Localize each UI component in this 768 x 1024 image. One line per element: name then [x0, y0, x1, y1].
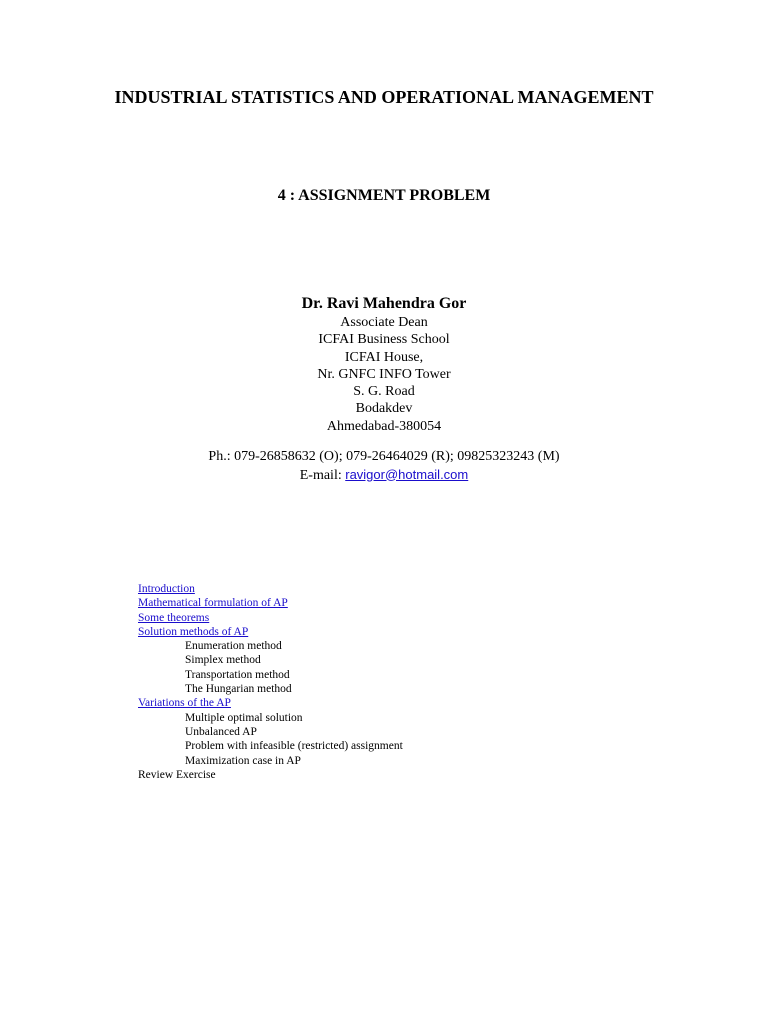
- toc-item-infeasible-assignment: Problem with infeasible (restricted) assignment: [185, 740, 403, 753]
- phone-line: Ph.: 079-26858632 (O); 079-26464029 (R); 09825323243 (M): [208, 449, 560, 464]
- author-name: Dr. Ravi Mahendra Gor: [301, 295, 467, 312]
- toc-item-multiple-optimal-solution: Multiple optimal solution: [185, 711, 303, 724]
- email-line: [0, 466, 768, 485]
- address-landmark: Nr. GNFC INFO Tower: [317, 366, 451, 382]
- address-road: S. G. Road: [353, 384, 415, 400]
- toc-link-some-theorems[interactable]: Some theorems: [138, 611, 210, 624]
- document-title: INDUSTRIAL STATISTICS AND OPERATIONAL MANAGEMENT: [114, 87, 654, 107]
- toc-item-maximization-case: Maximization case in AP: [185, 754, 301, 767]
- toc-link-solution-methods[interactable]: Solution methods of AP: [138, 625, 249, 638]
- address-locality: Bodakdev: [355, 401, 413, 417]
- table-of-contents: [138, 582, 558, 782]
- email-link[interactable]: ravigor@hotmail.com: [345, 466, 469, 482]
- toc-item-unbalanced-ap: Unbalanced AP: [185, 725, 257, 738]
- author-position: Associate Dean: [340, 315, 428, 330]
- contact-block: [0, 448, 768, 484]
- email-label: E-mail:: [299, 467, 346, 483]
- toc-item-transportation-method: Transportation method: [185, 668, 290, 681]
- toc-item-review-exercise: Review Exercise: [138, 768, 216, 781]
- chapter-title: 4 : ASSIGNMENT PROBLEM: [277, 187, 491, 204]
- toc-link-variations-of-ap[interactable]: Variations of the AP: [138, 697, 231, 710]
- address-city: Ahmedabad-380054: [326, 418, 442, 434]
- toc-item-simplex-method: Simplex method: [185, 654, 261, 667]
- toc-link-introduction[interactable]: Introduction: [138, 583, 195, 595]
- toc-item-enumeration-method: Enumeration method: [185, 640, 282, 653]
- toc-link-mathematical-formulation[interactable]: Mathematical formulation of AP: [138, 597, 288, 610]
- author-institution: ICFAI Business School: [318, 332, 450, 348]
- toc-item-hungarian-method: The Hungarian method: [185, 683, 292, 696]
- author-block: [0, 294, 768, 435]
- address-building: ICFAI House,: [344, 349, 424, 365]
